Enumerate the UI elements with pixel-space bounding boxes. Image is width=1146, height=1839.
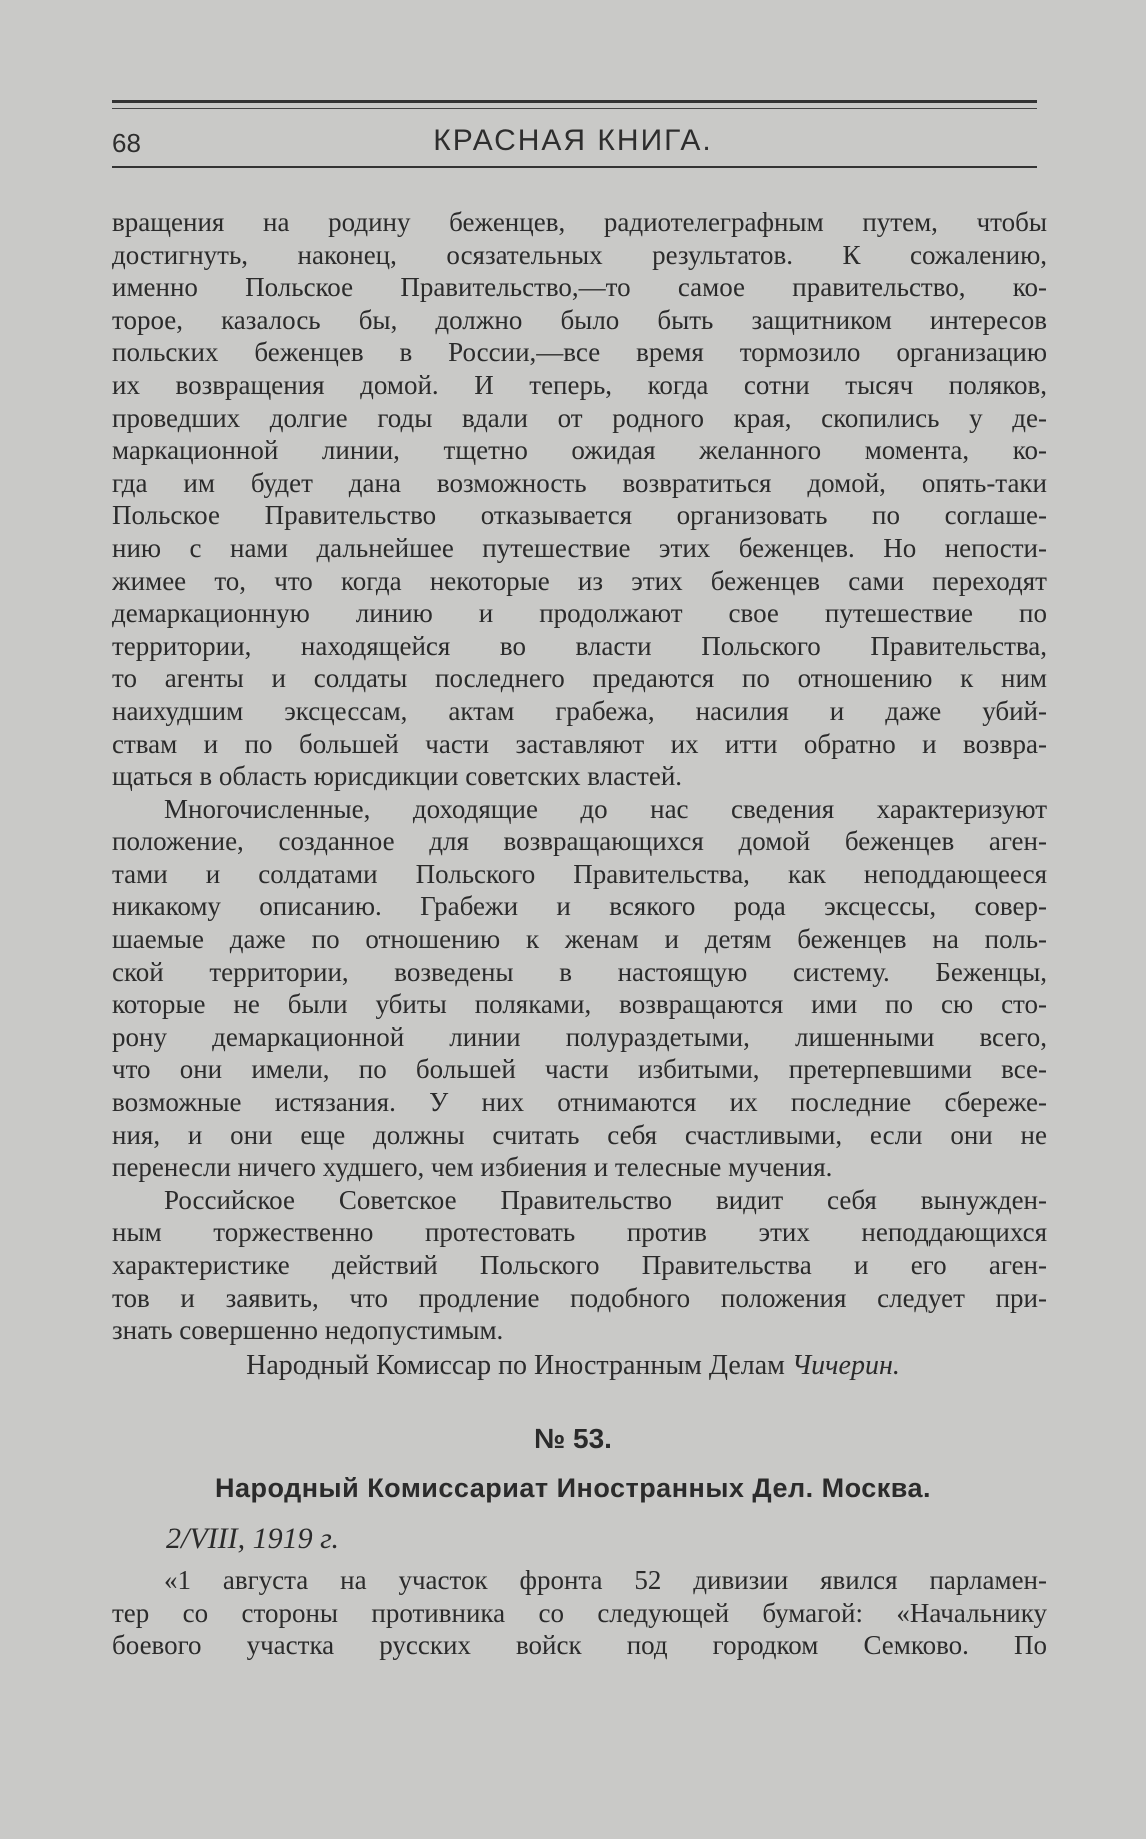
page-number: 68 [112, 128, 141, 158]
text-line: которые не были убиты поляками, возвращаются ими по сю сто- [112, 989, 1047, 1020]
document-text [112, 1564, 1047, 1662]
text-line: вращения на родину беженцев, радиотелеграфным путем, чтобы [112, 207, 1047, 237]
signature-name: Чичерин. [791, 1350, 900, 1381]
text-line: проведших долгие годы вдали от родного края, скопились у де- [112, 402, 1047, 433]
text-line: ния, и они еще должны считать себя счастливыми, если они не [112, 1119, 1047, 1150]
paragraph-start-line: Российское Советское Правительство видит себя вынужден- [164, 1184, 1047, 1215]
text-line: маркационной линии, тщетно ожидая желанного момента, ко- [112, 435, 1047, 466]
text-line: тов и заявить, что продление подобного положения следует при- [112, 1282, 1047, 1313]
text-line: щаться в область юрисдикции советских властей. [112, 761, 683, 792]
text-line: именно Польское Правительство,—то самое правительство, ко- [112, 272, 1047, 303]
text-line: гда им будет дана возможность возвратиться домой, опять-таки [112, 467, 1047, 498]
text-line: ным торжественно протестовать против этих неподдающихся [112, 1217, 1047, 1248]
text-line: ствам и по большей части заставляют их итти обратно и возвра- [112, 728, 1047, 759]
text-line: перенесли ничего худшего, чем избиения и телесные мучения. [112, 1152, 833, 1183]
text-line: достигнуть, наконец, осязательных результатов. К сожалению, [112, 239, 1047, 270]
text-line: знать совершенно недопустимым. [112, 1315, 504, 1346]
text-line: характеристике действий Польского Правительства и его аген- [112, 1250, 1047, 1280]
text-line: их возвращения домой. И теперь, когда сотни тысяч поляков, [112, 369, 1047, 400]
text-line: демаркационную линию и продолжают свое путешествие по [112, 598, 1047, 629]
text-line: никакому описанию. Грабежи и всякого рода эксцессы, совер- [112, 891, 1047, 922]
signature-line [0, 1350, 1146, 1382]
text-line: боевого участка русских войск под городком Семково. По [112, 1630, 1047, 1661]
text-line: что они имели, по большей части избитыми, претерпевшими все- [112, 1054, 1047, 1085]
text-line: тами и солдатами Польского Правительства, как неподдающееся [112, 858, 1047, 889]
text-line: жимее то, что когда некоторые из этих беженцев сами переходят [112, 565, 1047, 596]
text-line: торое, казалось бы, должно было быть защитником интересов [112, 304, 1047, 335]
paragraph-start-line: Многочисленные, доходящие до нас сведения характеризуют [164, 793, 1047, 824]
text-line: наихудшим эксцессам, актам грабежа, насилия и даже убий- [112, 695, 1047, 726]
text-line: рону демаркационной линии полураздетыми, лишенными всего, [112, 1021, 1047, 1052]
text-line: нию с нами дальнейшее путешествие этих беженцев. Но непости- [112, 532, 1047, 563]
header-top-rule [112, 100, 1037, 103]
text-line: то агенты и солдаты последнего предаются по отношению к ним [112, 663, 1047, 694]
document-number: № 53. [534, 1423, 612, 1454]
header-top-rule-thin [112, 108, 1037, 109]
text-line: тер со стороны противника со следующей бумагой: «Начальнику [112, 1597, 1047, 1628]
running-title: КРАСНАЯ КНИГА. [433, 124, 713, 157]
header-bottom-rule [112, 166, 1037, 168]
signature-title: Народный Комиссар по Иностранным Делам [246, 1350, 785, 1381]
text-line: возможные истязания. У них отнимаются их последние сбереже- [112, 1087, 1047, 1118]
text-line: территории, находящейся во власти Польского Правительства, [112, 630, 1047, 661]
text-line: польских беженцев в России,—все время тормозило организацию [112, 337, 1047, 368]
document-heading: Народный Комиссариат Иностранных Дел. Москва. [214, 1473, 932, 1503]
paragraph-start-line: «1 августа на участок фронта 52 дивизии явился парламен- [164, 1565, 1047, 1595]
text-line: шаемые даже по отношению к женам и детям беженцев на поль- [112, 924, 1047, 955]
body-text [112, 206, 1047, 1347]
text-line: Польское Правительство отказывается организовать по соглаше- [112, 500, 1047, 531]
text-line: положение, созданное для возвращающихся домой беженцев аген- [112, 826, 1047, 857]
document-date: 2/VIII, 1919 г. [166, 1522, 339, 1555]
text-line: ской территории, возведены в настоящую систему. Беженцы, [112, 956, 1047, 987]
